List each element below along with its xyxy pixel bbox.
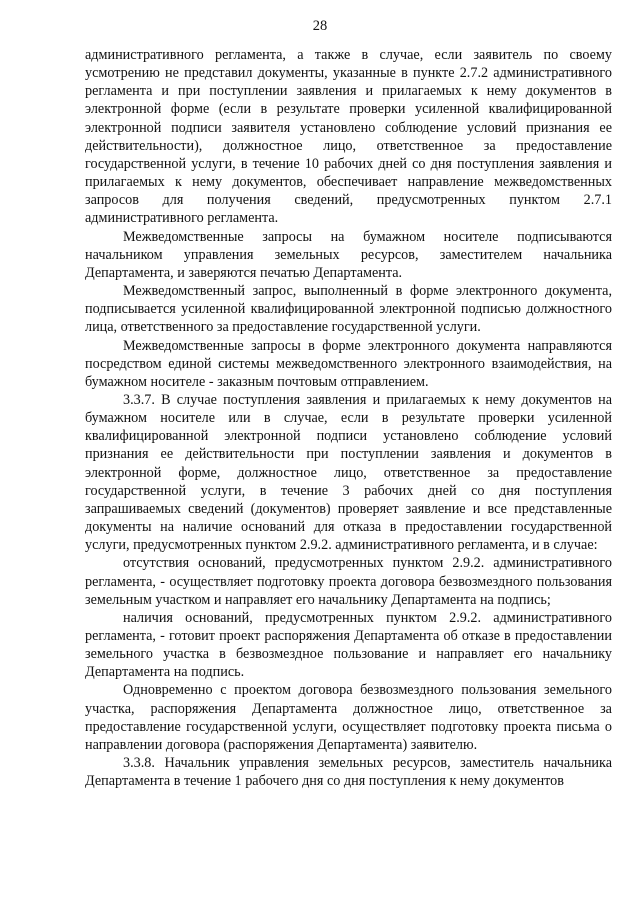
body-paragraph: Межведомственные запросы в форме электронного документа направляются посредством единой системы межведомственного электронного взаимодействия, на бумажном носителе - заказным почтовым отправлением. [85, 337, 612, 390]
page-number: 28 [312, 18, 328, 34]
body-paragraph: административного регламента, а также в случае, если заявитель по своему усмотрению не представил документы, указанные в пункте 2.7.2 административного регламента и при поступлении заявления и прилагаемых к нему документов в электронной форме (если в результате проверки усиленной квалифицированной электронной подписи заявителя установлено соблюдение условий признания ее действительности), должностное лицо, ответственное за предоставление государственной услуги, в течение 10 рабочих дней со дня поступления заявления и прилагаемых к нему документов, обеспечивает направление межведомственных запросов для получения сведений, предусмотренных пунктом 2.7.1 административного регламента. [85, 47, 612, 227]
body-paragraph: 3.3.7. В случае поступления заявления и прилагаемых к нему документов на бумажном носителе или в случае, если в результате проверки усиленной квалифицированной электронной подписи установлено соблюдение условий признания ее действительности при поступлении заявления и документов в электронной форме, должностное лицо, ответственное за предоставление государственной услуги, в течение 3 рабочих дней со дня поступления запрашиваемых сведений (документов) проверяет заявление и все представленные документы на наличие оснований для отказа в предоставлении государственной услуги, предусмотренных пунктом 2.9.2. административного регламента, и в случае: [85, 391, 612, 554]
body-paragraph: Межведомственный запрос, выполненный в форме электронного документа, подписывается усиленной квалифицированной электронной подписью должностного лица, ответственного за предоставление государственной услуги. [85, 283, 612, 336]
body-paragraph: отсутствия оснований, предусмотренных пунктом 2.9.2. административного регламента, - осуществляет подготовку проекта договора безвозмездного пользования земельным участком и направляет его начальнику Департамента на подпись; [85, 555, 612, 608]
document-body [85, 46, 612, 790]
body-paragraph: 3.3.8. Начальник управления земельных ресурсов, заместитель начальника Департамента в течение 1 рабочего дня со дня поступления к нему документов [85, 755, 612, 790]
body-paragraph: наличия оснований, предусмотренных пунктом 2.9.2. административного регламента, - готовит проект распоряжения Департамента об отказе в предоставлении земельного участка в безвозмездное пользование и направляет его начальнику Департамента на подпись. [85, 609, 612, 681]
body-paragraph: Одновременно с проектом договора безвозмездного пользования земельного участка, распоряжения Департамента должностное лицо, ответственное за предоставление государственной услуги, осуществляет подготовку проекта письма о направлении договора (распоряжения Департамента) заявителю. [85, 682, 612, 753]
body-paragraph: Межведомственные запросы на бумажном носителе подписываются начальником управления земельных ресурсов, заместителем начальника Департамента, и заверяются печатью Департамента. [85, 228, 612, 281]
